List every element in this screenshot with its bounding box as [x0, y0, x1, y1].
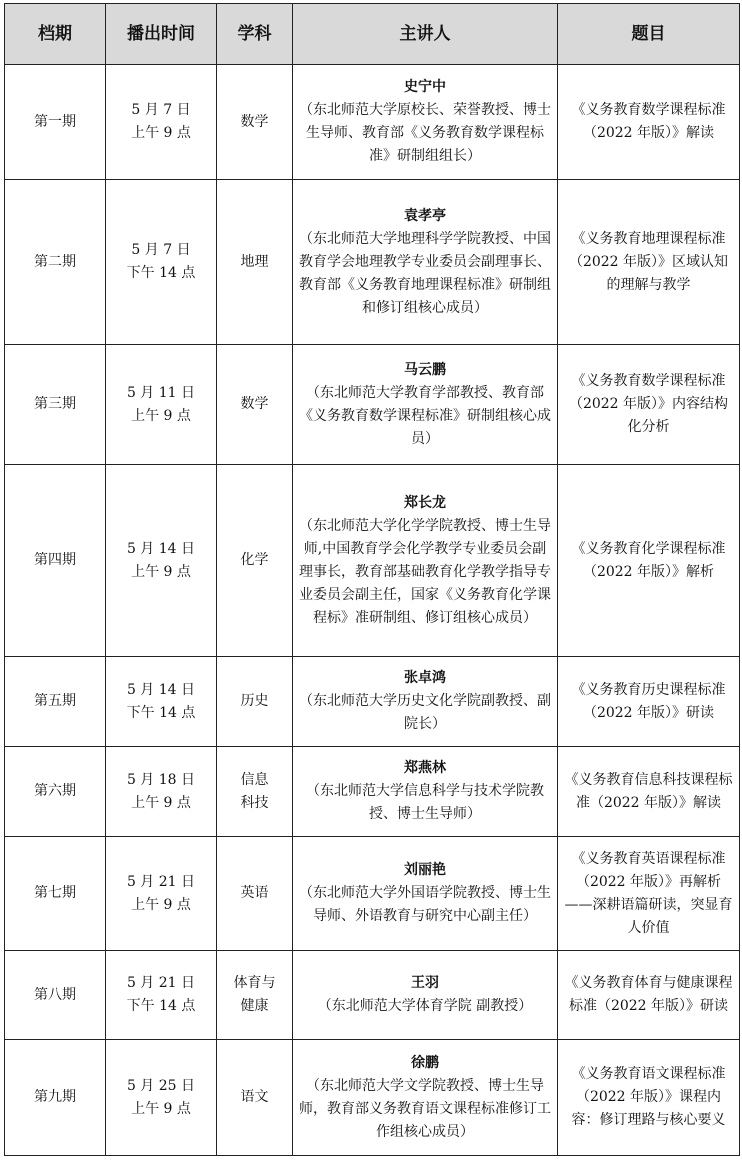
period-cell: [5, 837, 106, 951]
topic-cell: [558, 345, 740, 465]
period-cell: [5, 951, 106, 1040]
period-text: 第二期: [34, 253, 76, 270]
period-text: 第三期: [34, 396, 76, 412]
topic-text: 《义务教育历史课程标准（2022 年版）》研读: [571, 681, 726, 721]
speaker-desc: （东北师范大学原校长、荣誉教授、博士生导师、教育部《义务教育数学课程标准》研制组组长）: [299, 102, 551, 164]
topic-text: 《义务教育数学课程标准（2022 年版）》解读: [571, 102, 726, 141]
date-text: 5 月 25 日: [126, 1077, 196, 1094]
table-row: [5, 180, 740, 345]
period-cell: [5, 465, 106, 657]
time-cell: [106, 180, 217, 345]
speaker-desc: （东北师范大学化学学院教授、博士生导师,中国教育学会化学教学专业委员会副理事长，教育部基础教育化学教学指导专业委员会副主任，国家《义务教育化学课程标》准研制组、修订组核心成员）: [299, 517, 551, 626]
hour-text: 上午 9 点: [131, 407, 191, 424]
period-text: 第六期: [34, 783, 76, 799]
hour-text: 下午 14 点: [126, 998, 196, 1014]
topic-cell: [558, 65, 740, 180]
speaker-desc: （东北师范大学外国语学院教授、博士生导师、外语教育与研究中心副主任）: [299, 885, 551, 924]
period-text: 第四期: [34, 552, 76, 568]
period-cell: [5, 345, 106, 465]
topic-cell: [558, 837, 740, 951]
date-text: 5 月 21 日: [126, 873, 196, 890]
speaker-desc: （东北师范大学地理科学学院教授、中国教育学会地理教学专业委员会副理事长、教育部《义务教育地理课程标准》研制组和修订组核心成员）: [299, 230, 551, 316]
speaker-desc: （东北师范大学教育学部教授、教育部《义务教育数学课程标准》研制组核心成员）: [299, 384, 551, 447]
topic-cell: [558, 180, 740, 345]
speaker-desc: （东北师范大学体育学院 副教授）: [317, 998, 533, 1014]
topic-text: 《义务教育信息科技课程标准（2022 年版）》解读: [564, 771, 733, 811]
subject-cell: [217, 951, 293, 1040]
header-speaker: 主讲人: [293, 4, 558, 65]
subject-cell: [217, 65, 293, 180]
speaker-name: 袁孝亭: [404, 207, 446, 224]
period-cell: [5, 65, 106, 180]
header-topic: 题目: [558, 4, 740, 65]
subject-line1: 历史: [240, 693, 269, 709]
hour-text: 上午 9 点: [131, 1100, 191, 1117]
speaker-cell: [293, 837, 558, 951]
date-text: 5 月 7 日: [131, 102, 191, 118]
date-text: 5 月 7 日: [131, 242, 191, 258]
speaker-desc: （东北师范大学历史文化学院副教授、副院长）: [299, 693, 551, 732]
subject-cell: [217, 465, 293, 657]
date-text: 5 月 14 日: [126, 681, 196, 698]
period-text: 第九期: [34, 1089, 76, 1105]
subject-line1: 化学: [240, 552, 269, 568]
table-row: [5, 837, 740, 951]
time-cell: [106, 1040, 217, 1156]
subject-line1: 体育与: [233, 975, 276, 991]
topic-cell: [558, 747, 740, 837]
subject-cell: [217, 180, 293, 345]
period-cell: [5, 657, 106, 747]
table-row: [5, 951, 740, 1040]
time-cell: [106, 345, 217, 465]
speaker-cell: [293, 345, 558, 465]
header-period: 档期: [5, 4, 106, 65]
speaker-cell: [293, 65, 558, 180]
header-subject: 学科: [217, 4, 293, 65]
topic-text: 《义务教育语文课程标准（2022 年版）》课程内容：修订理路与核心要义: [571, 1066, 726, 1128]
hour-text: 上午 9 点: [131, 794, 191, 811]
time-cell: [106, 747, 217, 837]
date-text: 5 月 21 日: [126, 975, 196, 991]
hour-text: 上午 9 点: [131, 563, 191, 580]
subject-cell: [217, 657, 293, 747]
topic-cell: [558, 657, 740, 747]
speaker-desc: （东北师范大学文学院教授、博士生导师，教育部义务教育语文课程标准修订工作组核心成员）: [299, 1077, 551, 1140]
period-cell: [5, 1040, 106, 1156]
speaker-name: 刘丽艳: [404, 862, 446, 878]
speaker-name: 郑燕林: [404, 760, 446, 776]
time-cell: [106, 65, 217, 180]
subject-line1: 数学: [240, 396, 269, 412]
period-text: 第八期: [34, 986, 76, 1003]
topic-cell: [558, 465, 740, 657]
time-cell: [106, 465, 217, 657]
speaker-cell: [293, 1040, 558, 1156]
period-cell: [5, 180, 106, 345]
subject-line2: 科技: [240, 794, 269, 811]
hour-text: 下午 14 点: [126, 265, 196, 281]
topic-text: 《义务教育地理课程标准（2022 年版）》区域认知的理解与教学: [568, 230, 729, 293]
table-row: [5, 747, 740, 837]
speaker-cell: [293, 657, 558, 747]
header-row: [5, 4, 740, 65]
speaker-name: 郑长龙: [404, 494, 446, 511]
topic-text: 《义务教育英语课程标准（2022 年版）》再解析——深耕语篇研读，突显育人价值: [564, 850, 733, 936]
subject-line1: 数学: [240, 113, 269, 130]
subject-line1: 地理: [240, 253, 269, 270]
header-time: 播出时间: [106, 4, 217, 65]
period-text: 第五期: [34, 693, 76, 709]
subject-cell: [217, 1040, 293, 1156]
table-row: [5, 1040, 740, 1156]
period-text: 第七期: [34, 885, 76, 901]
subject-cell: [217, 345, 293, 465]
speaker-name: 马云鹏: [404, 361, 446, 378]
topic-text: 《义务教育数学课程标准（2022 年版）》内容结构化分析: [568, 373, 729, 435]
date-text: 5 月 11 日: [126, 384, 196, 401]
subject-line1: 信息: [240, 771, 269, 788]
speaker-cell: [293, 747, 558, 837]
table-body: [5, 65, 740, 1156]
period-cell: [5, 747, 106, 837]
speaker-name: 徐鹏: [411, 1054, 439, 1071]
topic-cell: [558, 951, 740, 1040]
speaker-name: 张卓鸿: [404, 670, 446, 686]
speaker-name: 王羽: [411, 975, 439, 991]
hour-text: 上午 9 点: [131, 125, 191, 141]
time-cell: [106, 657, 217, 747]
hour-text: 上午 9 点: [131, 896, 191, 913]
date-text: 5 月 18 日: [126, 771, 196, 788]
topic-text: 《义务教育体育与健康课程标准（2022 年版）》研读: [564, 975, 733, 1014]
speaker-cell: [293, 465, 558, 657]
subject-line1: 语文: [240, 1089, 269, 1105]
table-row: [5, 657, 740, 747]
speaker-cell: [293, 951, 558, 1040]
schedule-table: [4, 3, 740, 1156]
subject-cell: [217, 837, 293, 951]
table-row: [5, 345, 740, 465]
period-text: 第一期: [34, 113, 76, 130]
speaker-name: 史宁中: [404, 79, 446, 95]
table-row: [5, 65, 740, 180]
topic-cell: [558, 1040, 740, 1156]
speaker-cell: [293, 180, 558, 345]
time-cell: [106, 951, 217, 1040]
topic-text: 《义务教育化学课程标准（2022 年版）》解析: [571, 540, 726, 580]
hour-text: 下午 14 点: [126, 704, 196, 721]
subject-cell: [217, 747, 293, 837]
speaker-desc: （东北师范大学信息科学与技术学院教授、博士生导师）: [306, 783, 544, 822]
subject-line1: 英语: [240, 885, 269, 901]
date-text: 5 月 14 日: [126, 540, 196, 557]
table-row: [5, 465, 740, 657]
time-cell: [106, 837, 217, 951]
subject-line2: 健康: [240, 998, 269, 1014]
